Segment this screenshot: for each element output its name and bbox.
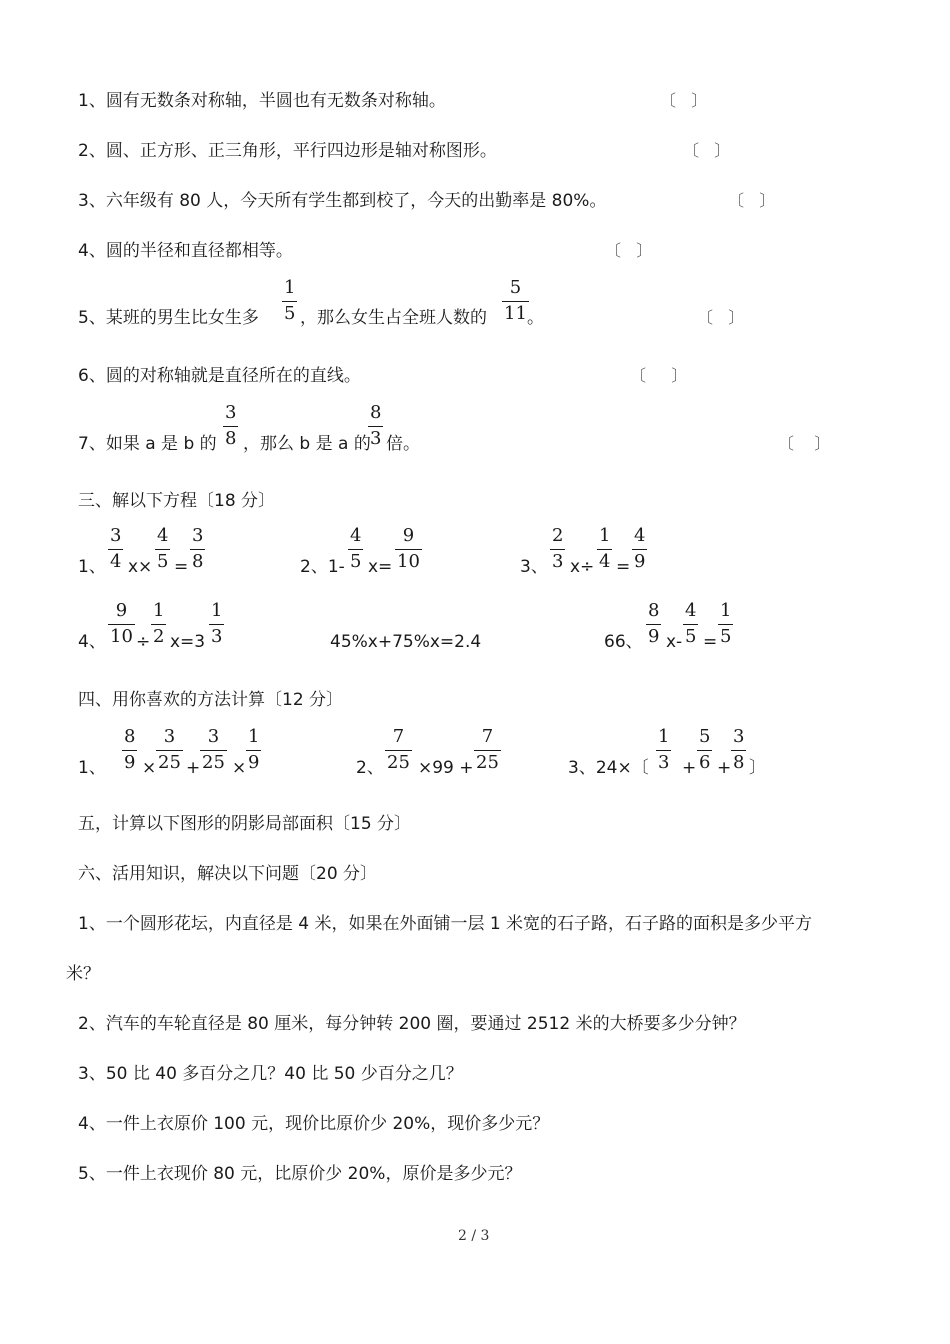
calc3-op-2: + xyxy=(717,758,732,778)
eq1-op-2: = xyxy=(174,557,189,577)
problem-1-line-2: 米？ xyxy=(66,964,100,984)
judge-q5-bracket: 〔 〕 xyxy=(697,308,745,327)
judge-q1: 1、圆有无数条对称轴，半圆也有无数条对称轴。 xyxy=(78,91,446,111)
eq3-label: 3、 xyxy=(520,557,548,577)
eq1-label: 1、 xyxy=(78,557,106,577)
eq3-op-1: x÷ xyxy=(570,557,595,577)
judge-q3-bracket: 〔 〕 xyxy=(728,191,776,210)
eq2-op-1: x= xyxy=(368,557,393,577)
eq6-fraction-1: 8 9 xyxy=(648,600,660,647)
problem-5: 5、一件上衣现价 80 元，比原价少 20%，原价是多少元？ xyxy=(78,1164,522,1184)
eq3-op-2: = xyxy=(616,557,631,577)
calc3-fraction-2: 5 6 xyxy=(699,726,711,773)
judge-q3: 3、六年级有 80 人，今天所有学生都到校了，今天的出勤率是 80%。 xyxy=(78,191,607,211)
eq4-op-2: x=3 xyxy=(170,632,206,652)
eq2-fraction-1: 4 5 xyxy=(350,525,362,572)
eq6-fraction-3: 1 5 xyxy=(720,600,732,647)
judge-q7-text-a: 7、如果 a 是 b 的 xyxy=(78,434,217,454)
problem-4: 4、一件上衣原价 100 元，现价比原价少 20%，现价多少元？ xyxy=(78,1114,550,1134)
eq2-fraction-2: 9 10 xyxy=(397,525,420,572)
calc1-fraction-1: 8 9 xyxy=(124,726,136,773)
judge-q6: 6、圆的对称轴就是直径所在的直线。 xyxy=(78,366,361,386)
section-3-title: 三、解以下方程〔18 分〕 xyxy=(78,491,276,511)
calc3-fraction-3: 3 8 xyxy=(733,726,745,773)
calc2-fraction-1: 7 25 xyxy=(387,726,410,773)
calc3-fraction-1: 1 3 xyxy=(658,726,670,773)
judge-q7-text-c: 倍。 xyxy=(386,434,420,454)
section-4-title: 四、用你喜欢的方法计算〔12 分〕 xyxy=(78,690,344,710)
judge-q7-fraction-2: 8 3 xyxy=(370,402,382,449)
eq4-label: 4、 xyxy=(78,632,106,652)
calc1-fraction-2: 3 25 xyxy=(158,726,181,773)
eq4-fraction-3: 1 3 xyxy=(211,600,223,647)
section-5-title: 五，计算以下图形的阴影局部面积〔15 分〕 xyxy=(78,814,412,834)
eq4-op-1: ÷ xyxy=(136,632,151,652)
judge-q4-bracket: 〔 〕 xyxy=(605,241,653,260)
judge-q2: 2、圆、正方形、正三角形，平行四边形是轴对称图形。 xyxy=(78,141,497,161)
judge-q2-bracket: 〔 〕 xyxy=(683,141,731,160)
calc1-op-1: × xyxy=(142,758,157,778)
eq6-fraction-2: 4 5 xyxy=(685,600,697,647)
eq6-label: 66、 xyxy=(604,632,643,652)
calc2-op-1: ×99 + xyxy=(418,758,474,778)
calc3-op-1: + xyxy=(682,758,697,778)
calc1-fraction-3: 3 25 xyxy=(202,726,225,773)
judge-q1-bracket: 〔 〕 xyxy=(660,91,708,110)
calc2-label: 2、 xyxy=(356,758,384,778)
calc3-op-3: 〕 xyxy=(749,758,766,778)
judge-q5-text-a: 5、某班的男生比女生多 xyxy=(78,308,259,328)
problem-1-line-1: 1、一个圆形花坛，内直径是 4 米，如果在外面铺一层 1 米宽的石子路，石子路的面积是多少平方 xyxy=(78,914,813,934)
eq3-fraction-1: 2 3 xyxy=(552,525,564,572)
judge-q7-bracket: 〔 〕 xyxy=(778,434,831,453)
eq6-op-1: x- xyxy=(666,632,683,652)
judge-q5-fraction-2: 5 11 xyxy=(504,277,527,324)
page-number: 2 / 3 xyxy=(458,1228,490,1244)
eq1-fraction-1: 3 4 xyxy=(110,525,122,572)
calc1-label: 1、 xyxy=(78,758,106,778)
judge-q5-text-c: 。 xyxy=(527,308,544,328)
judge-q5-fraction-1: 1 5 xyxy=(284,277,296,324)
eq4-fraction-2: 1 2 xyxy=(153,600,165,647)
eq5: 45%x+75%x=2.4 xyxy=(330,632,482,652)
problem-3: 3、50 比 40 多百分之几？40 比 50 少百分之几？ xyxy=(78,1064,463,1084)
eq1-fraction-3: 3 8 xyxy=(192,525,204,572)
calc3-label: 3、24×〔 xyxy=(568,758,649,778)
calc1-op-2: + xyxy=(186,758,201,778)
eq6-op-2: = xyxy=(703,632,718,652)
eq1-op-1: x× xyxy=(128,557,153,577)
problem-2: 2、汽车的车轮直径是 80 厘米，每分钟转 200 圈，要通过 2512 米的大桥要多少分钟？ xyxy=(78,1014,746,1034)
judge-q7-fraction-1: 3 8 xyxy=(225,402,237,449)
section-6-title: 六、活用知识，解决以下问题〔20 分〕 xyxy=(78,864,378,884)
eq1-fraction-2: 4 5 xyxy=(157,525,169,572)
calc2-fraction-2: 7 25 xyxy=(476,726,499,773)
eq4-fraction-1: 9 10 xyxy=(110,600,133,647)
judge-q4: 4、圆的半径和直径都相等。 xyxy=(78,241,293,261)
eq3-fraction-3: 4 9 xyxy=(634,525,646,572)
judge-q6-bracket: 〔 〕 xyxy=(630,366,688,385)
calc1-op-3: × xyxy=(232,758,247,778)
judge-q7-text-b: ，那么 b 是 a 的 xyxy=(243,434,371,454)
judge-q5-text-b: ，那么女生占全班人数的 xyxy=(300,308,487,328)
eq2-label: 2、1- xyxy=(300,557,345,577)
calc1-fraction-4: 1 9 xyxy=(248,726,260,773)
eq3-fraction-2: 1 4 xyxy=(599,525,611,572)
